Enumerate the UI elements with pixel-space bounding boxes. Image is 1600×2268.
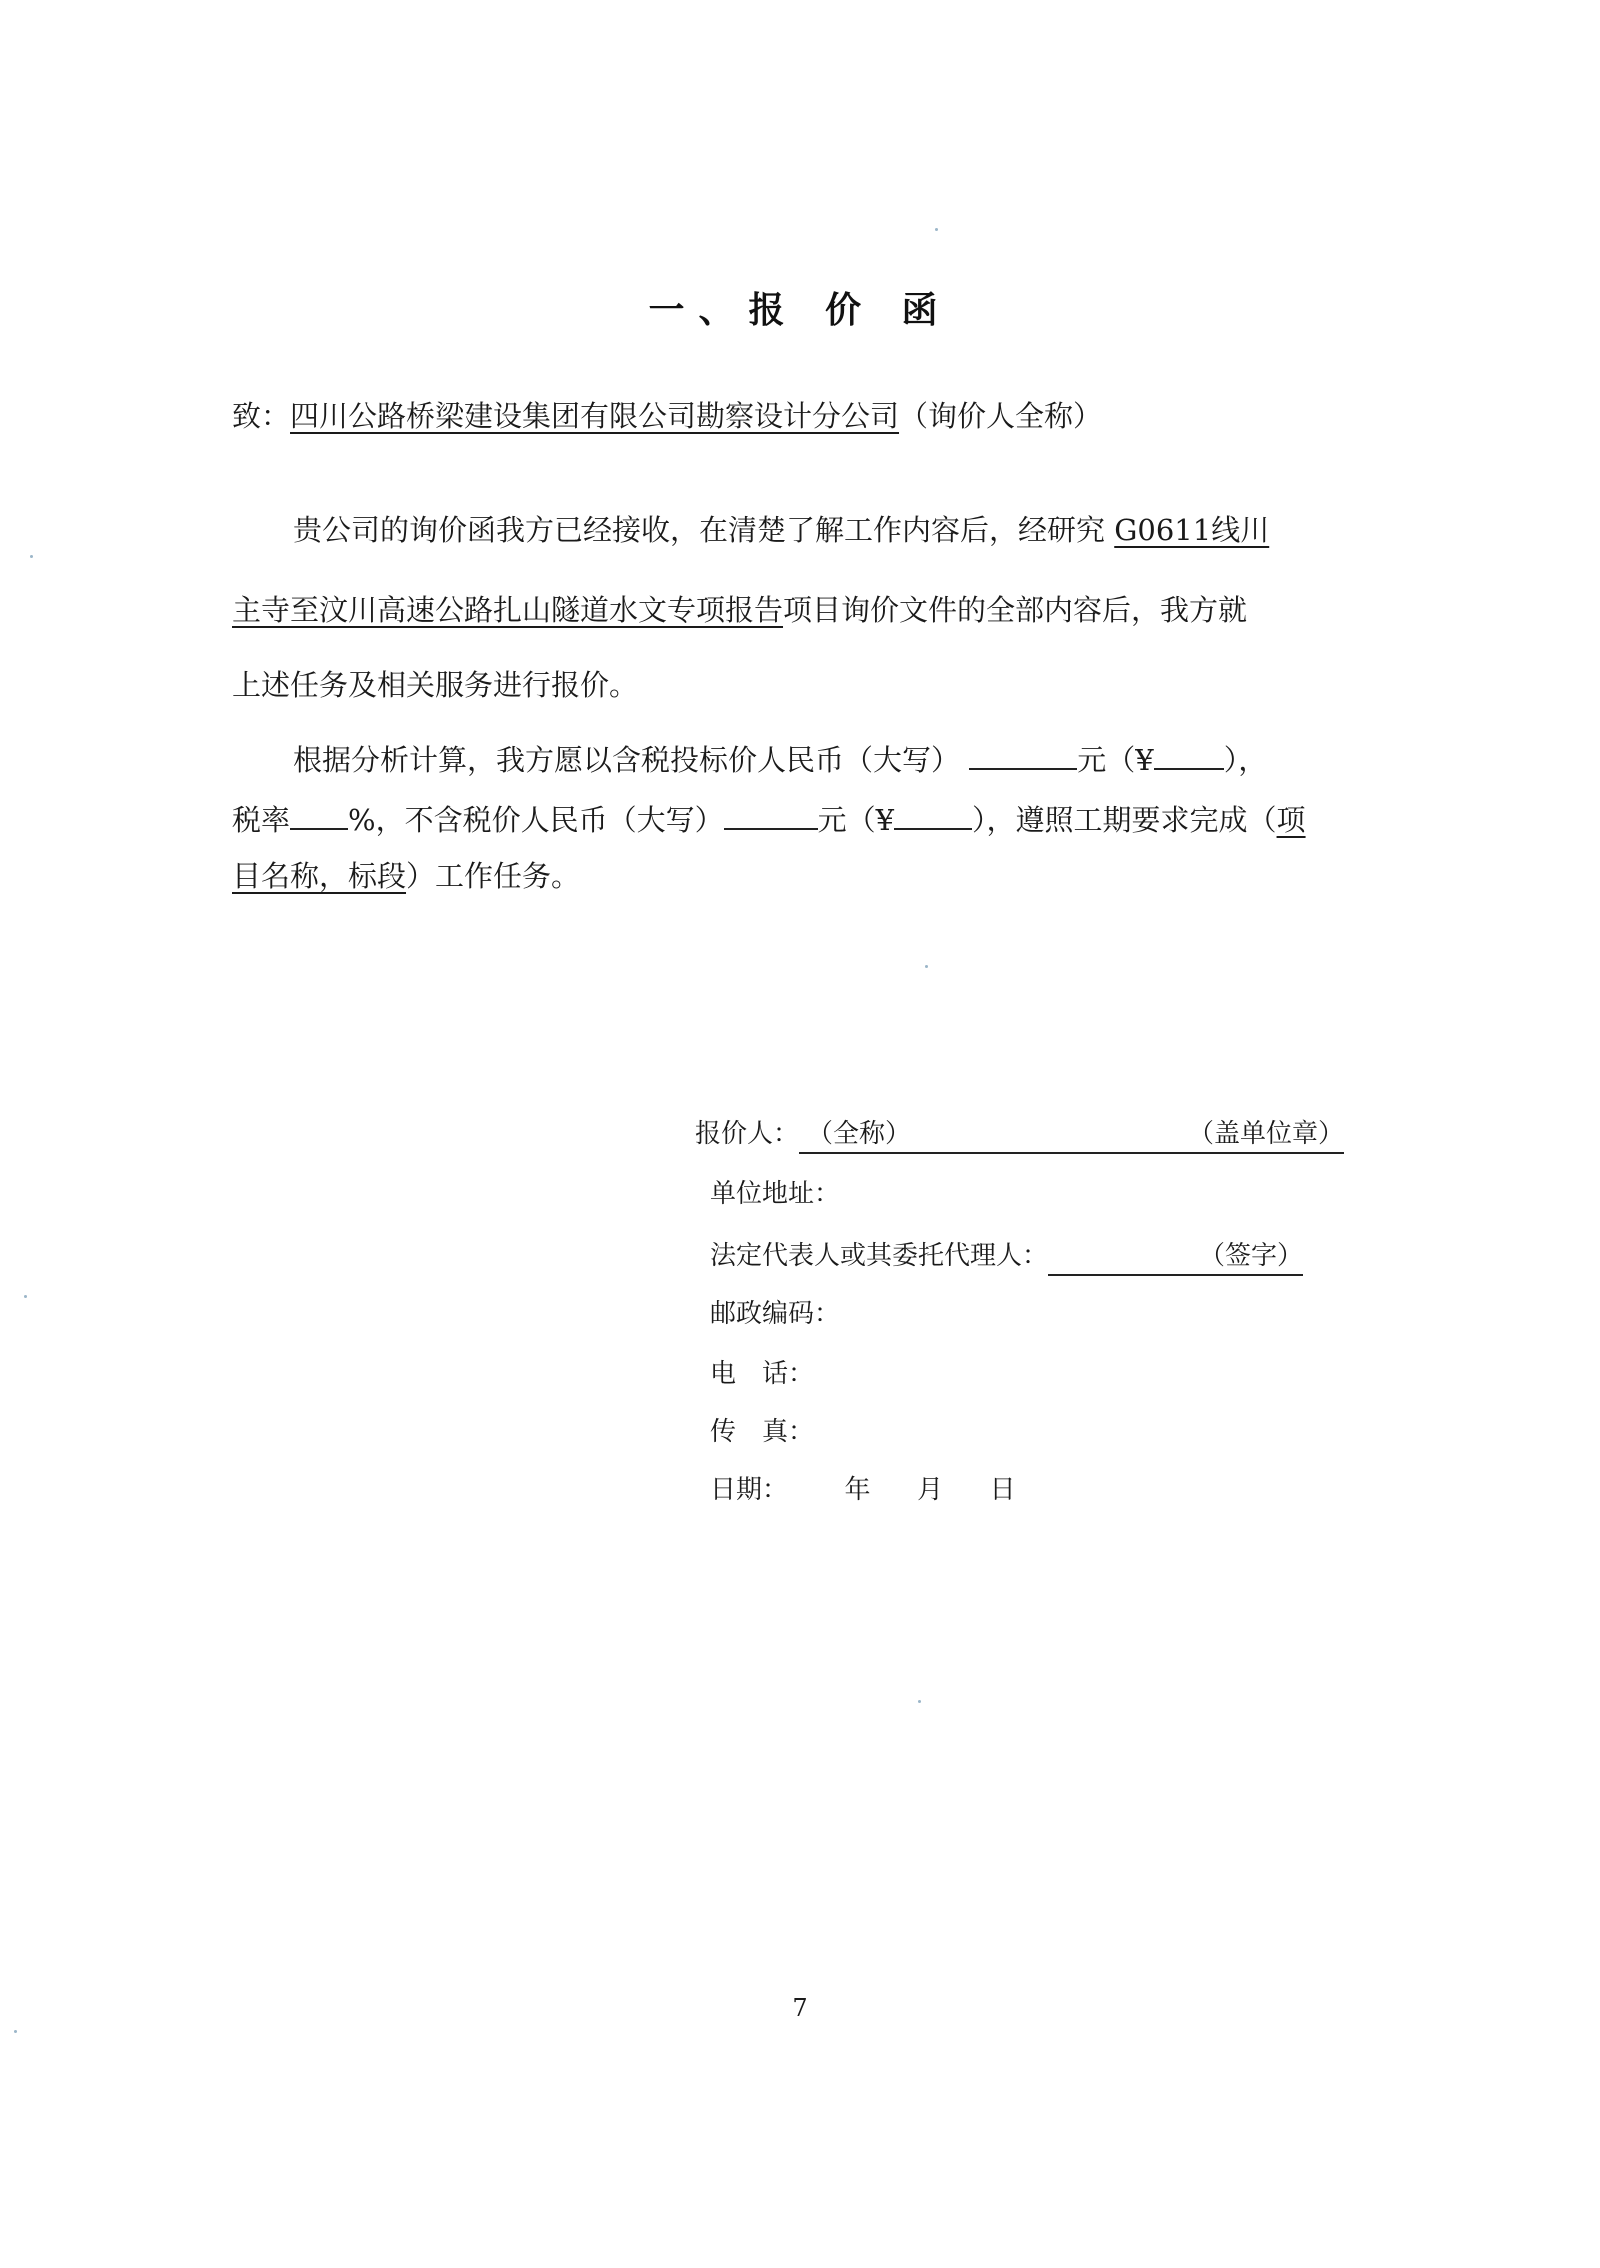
date-label: 日期： [710,1475,789,1505]
pretax-words-blank [724,800,818,830]
page-title: 一、报 价 函 [648,290,952,331]
para1-line2-project: 主寺至汶川高速公路扎山隧道水文专项报告 [232,593,784,627]
phone-row [710,1356,814,1392]
para1-line2-text: 项目询价文件的全部内容后，我方就 [783,593,1248,627]
date-month: 月 [917,1475,944,1505]
quoter-line [799,1116,1344,1154]
scan-speck [925,965,928,968]
para2-line1-a: 根据分析计算，我方愿以含税投标价人民币（大写） [293,743,961,777]
rep-sign: （签字） [1199,1241,1304,1271]
para1-line2 [232,590,1247,630]
quoter-label: 报价人： [695,1119,800,1149]
addressee-prefix: 致： [232,399,291,433]
pretax-number-blank [894,800,972,830]
quoter-seal: （盖单位章） [1188,1119,1345,1149]
para2-line2-c: 元（¥ [817,803,895,837]
para1-line1-text: 贵公司的询价函我方已经接收，在清楚了解工作内容后，经研究 [293,513,1106,547]
addressee-line [232,396,1102,436]
addressee-suffix: （询价人全称） [899,399,1103,433]
representative-row [710,1238,1303,1276]
page-number: 7 [792,1994,808,2022]
quoter-row [695,1116,1344,1154]
para1-line1 [293,510,1269,550]
para2-line1-c: ）， [1223,743,1268,777]
fax-row [710,1414,814,1450]
address-label: 单位地址： [710,1179,841,1209]
para2-line2-b: %，不含税价人民币（大写） [348,803,724,837]
para2-line3-b: ）工作任务。 [406,859,581,893]
para2-line2 [232,800,1306,840]
date-day: 日 [989,1475,1016,1505]
addressee-company: 四川公路桥梁建设集团有限公司勘察设计分公司 [290,399,900,433]
fax-label: 传 真： [710,1417,815,1447]
para2-line2-a: 税率 [232,803,291,837]
scan-speck [918,1700,921,1703]
rep-line [1048,1238,1303,1276]
price-words-blank [969,740,1077,770]
date-row [710,1472,1016,1508]
scan-speck [30,555,33,558]
tax-rate-blank [290,800,348,830]
para2-line2-e: 项 [1276,803,1306,837]
date-year: 年 [844,1475,871,1505]
para1-line1-project: G0611线川 [1114,513,1270,547]
price-number-blank [1154,740,1224,770]
scan-speck [14,2030,17,2033]
rep-label: 法定代表人或其委托代理人： [710,1241,1049,1271]
scan-speck [935,228,938,231]
scan-speck [24,1295,27,1298]
address-row [710,1176,840,1212]
postcode-label: 邮政编码： [710,1299,841,1329]
para1-line3 [232,665,638,705]
para2-line1-b: 元（¥ [1077,743,1154,777]
postcode-row [710,1296,840,1332]
quoter-fullname: （全称） [807,1119,912,1149]
para2-line2-d: ），遵照工期要求完成（ [972,803,1277,837]
phone-label: 电 话： [710,1359,815,1389]
para2-line1 [293,740,1267,780]
para2-line3-a: 目名称，标段 [232,859,407,893]
para1-line3-text: 上述任务及相关服务进行报价。 [232,668,639,702]
para2-line3 [232,856,580,896]
